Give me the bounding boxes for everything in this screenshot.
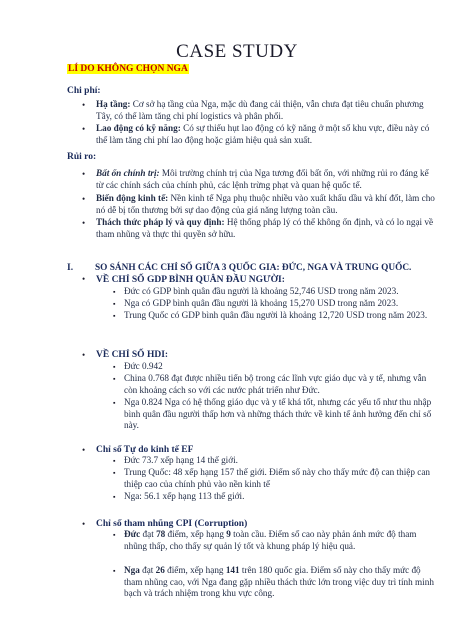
hdi-heading: VỀ CHỈ SỐ HDI: bbox=[96, 350, 169, 360]
square-bullet-icon: ▪ bbox=[113, 363, 116, 371]
ef-item: Trung Quốc: 48 xếp hạng 157 thế giới. Điểm số này cho thấy mức độ can thiệp can thiệp cao của chính phủ vào nền kinh tế bbox=[124, 467, 430, 489]
gdp-item: Đức có GDP bình quân đầu người là khoảng 52,746 USD trong năm 2023. bbox=[124, 286, 399, 296]
page-title: CASE STUDY bbox=[176, 41, 298, 62]
ef-item: Đức 73.7 xếp hạng 14 thế giới. bbox=[124, 455, 238, 465]
square-bullet-icon: ▪ bbox=[113, 312, 116, 320]
cpi-heading: Chỉ số tham nhũng CPI (Corruption) bbox=[96, 519, 248, 529]
bullet-icon: • bbox=[82, 169, 86, 179]
cost-item: Lao động có kỹ năng: Có sự thiếu hụt lao động có kỹ năng ở một số khu vực, điều này có thể làm tăng chi phí lao động hoặc giảm hiệu quả sản xuất. bbox=[96, 123, 430, 145]
section-title: SO SÁNH CÁC CHỈ SỐ GIỮA 3 QUỐC GIA: ĐỨC, NGA VÀ TRUNG QUỐC. bbox=[95, 263, 412, 273]
bullet-icon: • bbox=[82, 519, 86, 529]
gdp-heading: VỀ CHỈ SỐ GDP BÌNH QUÂN ĐẦU NGƯỜI: bbox=[96, 275, 285, 285]
risk-item: Thách thức pháp lý và quy định: Hệ thống pháp lý có thể không ổn định, và có lo ngại về tham nhũng và thực thi quyền sở hữu. bbox=[96, 217, 434, 239]
bullet-icon: • bbox=[82, 350, 86, 360]
square-bullet-icon: ▪ bbox=[113, 469, 116, 477]
square-bullet-icon: ▪ bbox=[113, 300, 116, 308]
square-bullet-icon: ▪ bbox=[113, 493, 116, 501]
square-bullet-icon: ▪ bbox=[113, 567, 116, 575]
gdp-item: Trung Quốc có GDP bình quân đầu người là khoảng 12,720 USD trong năm 2023. bbox=[124, 310, 428, 320]
risk-item: Bất ổn chính trị: Môi trường chính trị của Nga tương đối bất ổn, với những rủi ro đáng kể từ các chính sách của chính phủ, các lệnh trừng phạt và quan hệ quốc tế. bbox=[96, 168, 429, 190]
bullet-icon: • bbox=[82, 274, 86, 284]
hdi-item: Đức 0.942 bbox=[124, 361, 163, 371]
risk-item: Biến động kinh tế: Nền kinh tế Nga phụ thuộc nhiều vào xuất khẩu dầu và khí đốt, làm cho nó dễ bị tổn thương bởi sự dao động của giá năng lượng toàn cầu. bbox=[96, 193, 435, 215]
cpi-item: Nga đạt 26 điểm, xếp hạng 141 trên 180 quốc gia. Điểm số này cho thấy mức độ tham nhũng cao, với Nga đang gặp nhiều thách thức lớn trong việc duy trì tính minh bạch và trách nhiệm trong khu vực công. bbox=[124, 565, 434, 599]
cpi-item: Đức đạt 78 điểm, xếp hạng 9 toàn cầu. Điểm số cao này phản ánh mức độ tham nhũng thấp, cho thấy sự quản lý tốt và khung pháp lý hiệu quả. bbox=[124, 529, 417, 551]
gdp-item: Nga có GDP bình quân đầu người là khoảng 15,270 USD trong năm 2023. bbox=[124, 298, 399, 308]
square-bullet-icon: ▪ bbox=[113, 457, 116, 465]
highlighted-heading: LÍ DO KHÔNG CHỌN NGA bbox=[68, 64, 188, 74]
ef-heading: Chỉ số Tự do kinh tế EF bbox=[96, 445, 194, 455]
bullet-icon: • bbox=[82, 445, 86, 455]
section-numeral: I. bbox=[67, 263, 74, 273]
square-bullet-icon: ▪ bbox=[113, 375, 116, 383]
costs-label: Chi phí: bbox=[67, 86, 101, 96]
bullet-icon: • bbox=[82, 100, 86, 110]
hdi-item: Nga 0.824 Nga có hệ thống giáo dục và y tế khá tốt, nhưng các yếu tố như thu nhập bình quân đầu người thấp hơn và những thách thức về kinh tế ảnh hưởng đến chỉ số này. bbox=[124, 397, 432, 431]
square-bullet-icon: ▪ bbox=[113, 288, 116, 296]
square-bullet-icon: ▪ bbox=[113, 531, 116, 539]
risks-label: Rủi ro: bbox=[67, 152, 97, 162]
bullet-icon: • bbox=[82, 194, 86, 204]
bullet-icon: • bbox=[82, 124, 86, 134]
square-bullet-icon: ▪ bbox=[113, 399, 116, 407]
cost-item: Hạ tầng: Cơ sở hạ tầng của Nga, mặc dù đang cải thiện, vẫn chưa đạt tiêu chuẩn phương Tây, có thể làm tăng chi phí logistics và phân phối. bbox=[96, 99, 424, 121]
bullet-icon: • bbox=[82, 218, 86, 228]
ef-item: Nga: 56.1 xếp hạng 113 thế giới. bbox=[124, 491, 245, 501]
hdi-item: China 0.768 đạt được nhiều tiến bộ trong các lĩnh vực giáo dục và y tế, nhưng vẫn còn khoảng cách so với các nước phát triển như Đức. bbox=[124, 373, 427, 395]
